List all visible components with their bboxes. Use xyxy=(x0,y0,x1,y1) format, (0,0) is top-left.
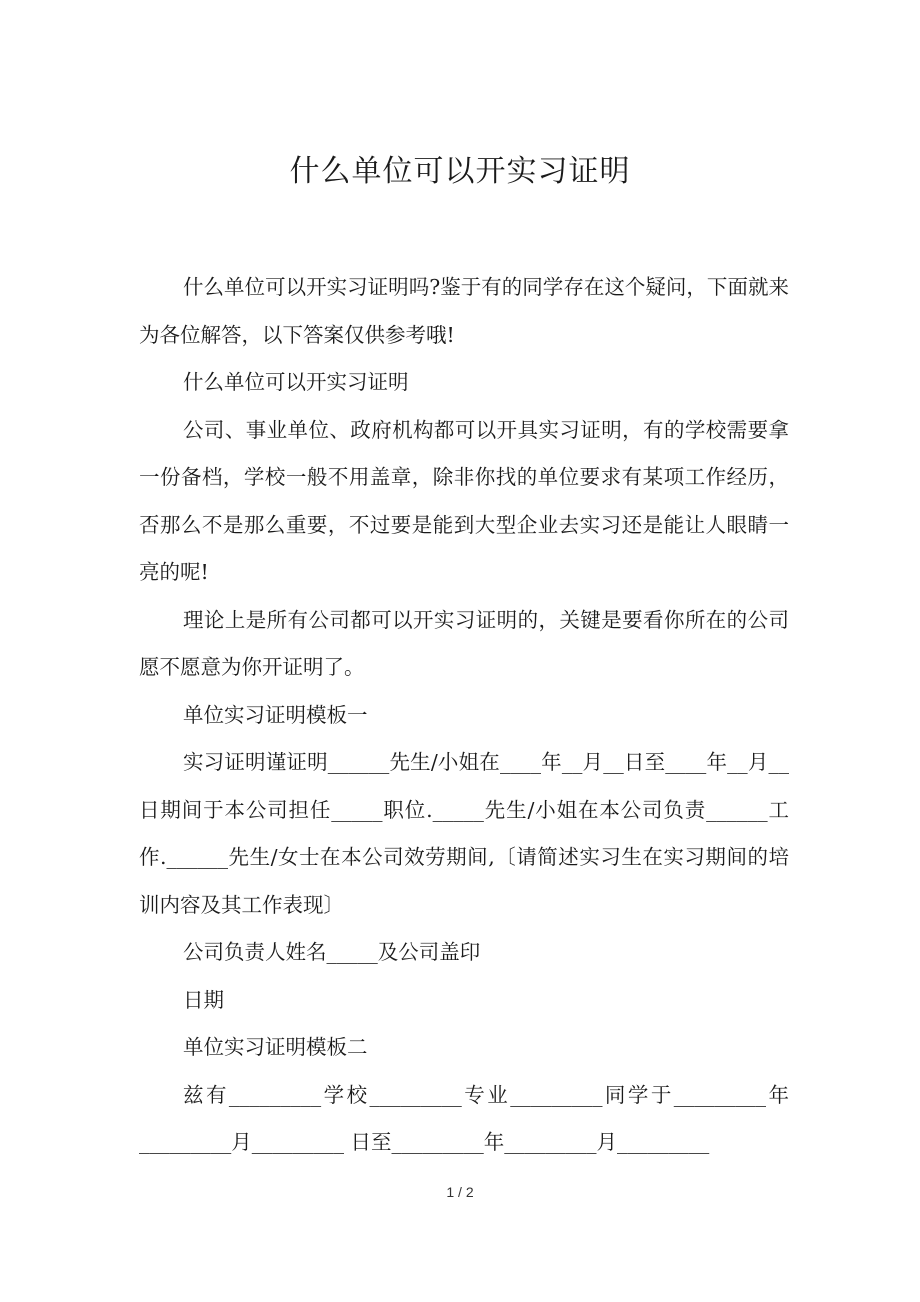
document-body xyxy=(139,264,789,1167)
paragraph-template-2-body: 兹有_________学校_________专业_________同学于_________年_________月_________ 日至_________年_________月_________ xyxy=(139,1082,789,1154)
paragraph-units: 公司、事业单位、政府机构都可以开具实习证明，有的学校需要拿一份备档，学校一般不用盖章，除非你找的单位要求有某项工作经历，否那么不是那么重要，不过要是能到大型企业去实习还是能让人眼睛一亮的呢! xyxy=(139,417,789,584)
document-title: 什么单位可以开实习证明 xyxy=(289,154,631,189)
paragraph-intro: 什么单位可以开实习证明吗?鉴于有的同学存在这个疑问，下面就来为各位解答，以下答案仅供参考哦! xyxy=(139,275,789,347)
paragraph-theory: 理论上是所有公司都可以开实习证明的，关键是要看你所在的公司愿不愿意为你开证明了。 xyxy=(139,607,789,679)
paragraph-heading-1: 什么单位可以开实习证明 xyxy=(183,370,409,394)
paragraph-template-2-heading: 单位实习证明模板二 xyxy=(183,1035,368,1059)
page-number: 1 / 2 xyxy=(446,1184,474,1200)
paragraph-date: 日期 xyxy=(183,987,224,1012)
paragraph-template-1-heading: 单位实习证明模板一 xyxy=(183,702,368,727)
paragraph-signature: 公司负责人姓名_____及公司盖印 xyxy=(183,940,481,964)
paragraph-template-1-body: 实习证明谨证明______先生/小姐在____年__月__日至____年__月__日期间于本公司担任_____职位._____先生/小姐在本公司负责______工作.______先生/女士在本公司效劳期间,〔请简述实习生在实习期间的培训内容及其工作表现〕 xyxy=(139,750,789,917)
